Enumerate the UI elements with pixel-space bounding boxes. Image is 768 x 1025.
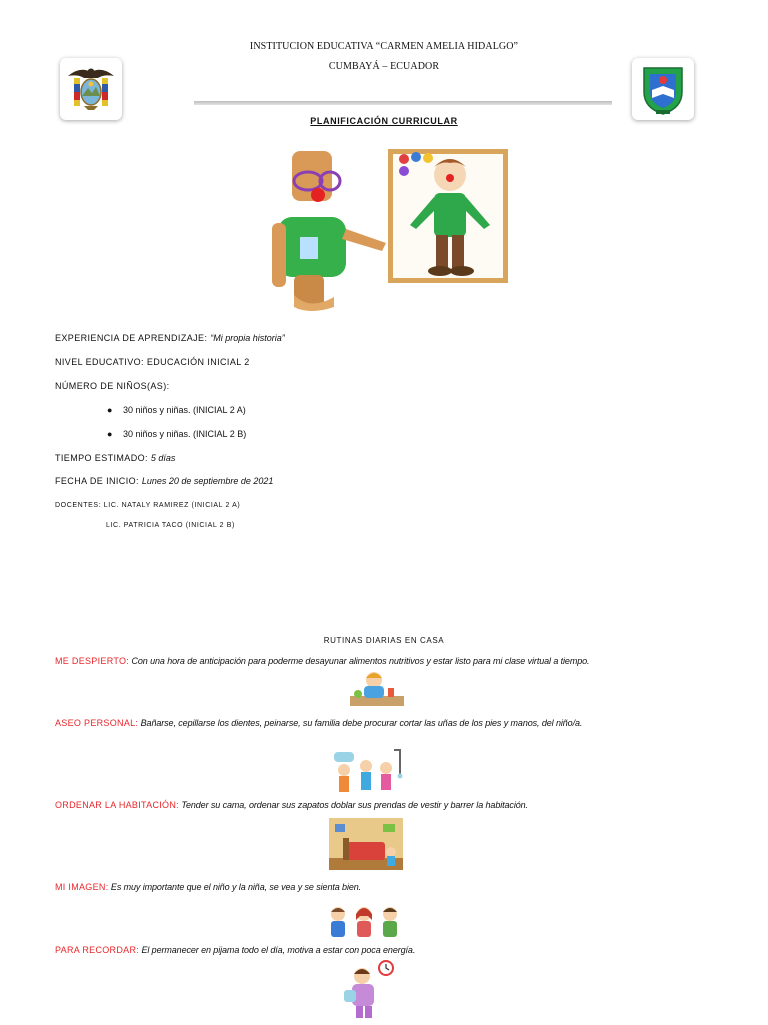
start-date-label: FECHA DE INICIO: (55, 476, 139, 486)
routine-wake-up (55, 656, 589, 666)
routine-label: PARA RECORDAR: (55, 945, 140, 955)
routine-label: MI IMAGEN: (55, 882, 109, 892)
routine-text: El permanecer en pijama todo el día, motiva a estar con poca energía. (141, 945, 416, 955)
teacher-1: LIC. NATALY RAMIREZ (INICIAL 2 A) (103, 502, 241, 509)
school-shield-icon (632, 58, 694, 120)
teachers-line (55, 502, 240, 509)
routine-label: ME DESPIERTO: (55, 656, 130, 666)
time-value: 5 días (150, 453, 176, 463)
bullet-icon: ● (107, 405, 113, 415)
level-line (55, 357, 250, 367)
puppet-and-clown-picture-icon (254, 145, 514, 315)
experience-value: “Mi propia historia” (210, 333, 285, 343)
routine-text: Bañarse, cepillarse los dientes, peinarse, su familia debe procurar cortar las uñas de los pies y manos, del niño/a. (140, 718, 583, 728)
routine-text: Con una hora de anticipación para poderme desayunar alimentos nutritivos y estar listo para mi clase virtual a tiempo. (131, 656, 590, 666)
child-with-clock-icon (336, 960, 400, 1020)
children-washing-icon (330, 744, 406, 800)
routine-text: Es muy importante que el niño y la niña, se vea y se sienta bien. (110, 882, 362, 892)
pajama-illustration (336, 960, 400, 1020)
list-item (107, 429, 246, 439)
routines-heading: RUTINAS DIARIAS EN CASA (323, 636, 445, 645)
children-illustration (324, 904, 404, 940)
routine-remember (55, 945, 415, 955)
level-value: EDUCACIÓN INICIAL 2 (146, 357, 250, 367)
institution-location: CUMBAYÁ – ECUADOR (328, 61, 440, 72)
school-logo (632, 58, 694, 120)
header-divider (194, 101, 612, 105)
child-eating-icon (350, 668, 404, 708)
group-b-text: 30 niños y niñas. (INICIAL 2 B) (123, 429, 247, 439)
experience-label: EXPERIENCIA DE APRENDIZAJE: (55, 333, 208, 343)
three-children-icon (324, 904, 404, 940)
bullet-icon: ● (107, 429, 113, 439)
teacher-2: LIC. PATRICIA TACO (INICIAL 2 B) (106, 522, 235, 529)
routine-hygiene (55, 718, 582, 728)
routine-tidy-room (55, 800, 528, 810)
time-line (55, 453, 175, 463)
coat-of-arms-icon (60, 58, 122, 120)
page-title: PLANIFICACIÓN CURRICULAR (310, 116, 458, 126)
start-date-line (55, 476, 273, 486)
puppet-illustration (254, 145, 514, 315)
tidy-bedroom-icon (329, 818, 403, 870)
children-count-label: NÚMERO DE NIÑOS(AS): (55, 381, 170, 391)
institution-name: INSTITUCION EDUCATIVA “CARMEN AMELIA HIDALGO” (249, 41, 519, 52)
routine-text: Tender su cama, ordenar sus zapatos doblar sus prendas de vestir y barrer la habitación. (181, 800, 528, 810)
experience-line (55, 333, 285, 343)
teachers-label: DOCENTES: (55, 502, 102, 509)
level-label: NIVEL EDUCATIVO: (55, 357, 144, 367)
start-date-value: Lunes 20 de septiembre de 2021 (141, 476, 274, 486)
routine-label: ORDENAR LA HABITACIÓN: (55, 800, 179, 810)
ecuador-coat-of-arms-logo (60, 58, 122, 120)
time-label: TIEMPO ESTIMADO: (55, 453, 148, 463)
hygiene-illustration (330, 744, 406, 800)
breakfast-illustration (350, 668, 404, 708)
routine-label: ASEO PERSONAL: (55, 718, 139, 728)
group-a-text: 30 niños y niñas. (INICIAL 2 A) (123, 405, 246, 415)
list-item (107, 405, 246, 415)
routine-my-image (55, 882, 361, 892)
bedroom-illustration (329, 818, 403, 870)
